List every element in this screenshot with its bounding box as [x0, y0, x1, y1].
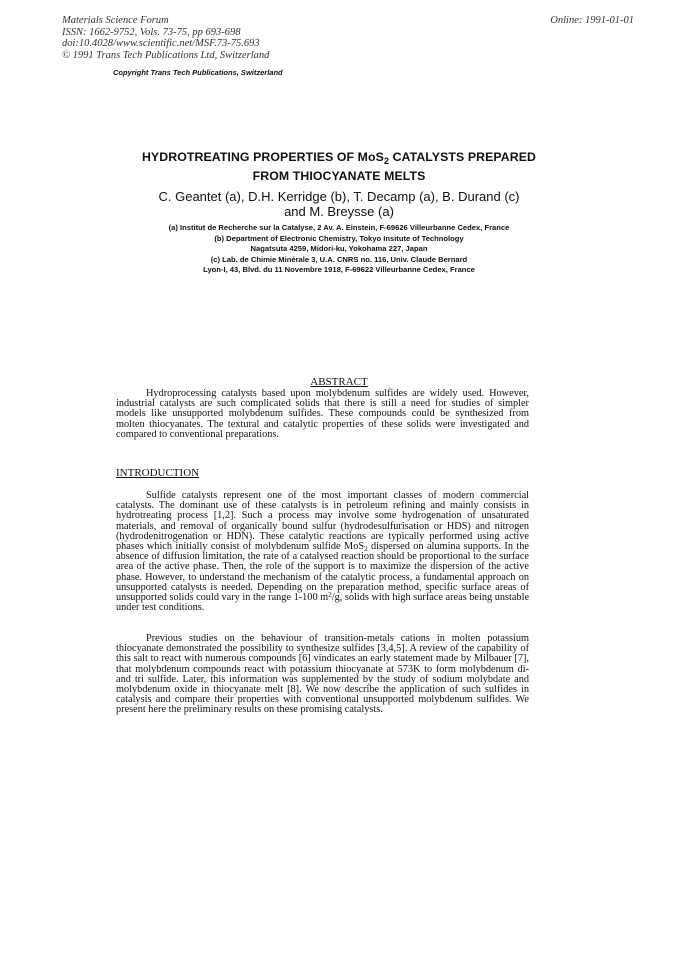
affiliation-line: (c) Lab. de Chimie Minérale 3, U.A. CNRS no. 116, Univ. Claude Bernard: [210, 254, 468, 264]
introduction-heading: INTRODUCTION: [116, 467, 200, 479]
intro-p1-part-b: dispersed on alumina supports. In the absence of diffusion limitation, the rate of a catalysed reaction should be proportional to the surface area of the active phase. Then, the role of the support is to maximize the dispersion of the active phase. However, to understand the mechanism of the catalytic process, a fundamental approach on unsupported catalysts is needed. Depending on the preparation method, specific surface areas of unsupported solids could vary in the range 1-100 m: [116, 541, 529, 604]
affiliation-line: (a) Institut de Recherche sur la Catalyse, 2 Av. A. Einstein, F-69626 Villeurbanne Cedex, France: [168, 223, 510, 232]
authors-line-2: and M. Breysse (a): [284, 204, 394, 219]
title-part-a: HYDROTREATING PROPERTIES OF MoS: [141, 150, 384, 164]
intro-p1-part-c: /g, solids with high surface areas being unstable under test conditions.: [116, 592, 530, 614]
abstract-text: Hydroprocessing catalysts based upon molybdenum sulfides are widely used. However, industrial catalysts are such complicated solids that there is still a need for studies of simpler models like unsupported molybdenum sulfides. These compounds could be synthesized from molten thiocyanates. The textural and catalytic properties of these solids were investigated and compared to conventional preparations.: [116, 388, 529, 440]
intro-p2-text: Previous studies on the behaviour of transition-metals cations in molten potassium thiocyanate demonstrated the possibility to synthesize sulfides [3,4,5]. A review of the capability of this salt to react with numerous compounds [6] vindicates an early statement made by Milbauer [7], that molybdenum compounds react with potassium thiocyanate at 573K to form molybdenum di-and tri sulfide. Later, this information was supplemented by the study of sodium molybdate and molybdenum oxide in thiocyanate melt [8]. We now describe the application of such sulfides in catalysis and compare their properties with conventional unsupported molybdenum sulfides. We present here the preliminary results on these promising catalysts.: [116, 633, 529, 716]
copyright-line: © 1991 Trans Tech Publications Ltd, Switzerland: [62, 49, 270, 61]
citation-block: [62, 15, 269, 61]
authors-line-1: C. Geantet (a), D.H. Kerridge (b), T. Decamp (a), B. Durand (c): [158, 189, 520, 204]
intro-paragraph-2: [116, 634, 529, 716]
intro-p1-superscript: 2: [328, 591, 332, 600]
intro-p1-part-a: Sulfide catalysts represent one of the most important classes of modern commercial catalysts. The dominant use of these catalysts is in petroleum refining and mainly consists in hydrotreating process [1,2]. Such a process may involve some hydrogenation of unsaturated materials, and removal of organically bound sulfur (hydrodesulfurisation or HDS) and nitrogen (hydrodenitrogenation or HDN). These catalytic reactions are typically performed using active phases which initially consist of molybdenum sulfide MoS: [116, 490, 529, 553]
copyright-stamp: Copyright Trans Tech Publications, Switzerland: [113, 68, 283, 77]
affiliation-line: Lyon-I, 43, Blvd. du 11 Novembre 1918, F-69622 Villeurbanne Cedex, France: [203, 265, 475, 275]
intro-paragraph-1: [116, 491, 529, 613]
abstract-paragraph: [116, 389, 529, 440]
intro-p1-subscript: 2: [364, 545, 368, 554]
doi-line: doi:10.4028/www.scientific.net/MSF.73-75.693: [62, 38, 260, 49]
affiliation-line: Nagatsuta 4259, Midori-ku, Yokohama 227, Japan: [250, 244, 428, 254]
author-list: [100, 189, 578, 219]
affiliation-line: (b) Department of Electronic Chemistry, Tokyo Insitute of Technology: [214, 233, 464, 243]
abstract-heading: ABSTRACT: [310, 376, 368, 388]
affiliations: [100, 223, 578, 276]
journal-name: Materials Science Forum: [62, 15, 169, 26]
paper-title: [100, 150, 578, 184]
title-line-1: [100, 150, 578, 169]
issn-line: ISSN: 1662-9752, Vols. 73-75, pp 693-698: [62, 26, 241, 38]
title-subscript: 2: [383, 156, 390, 166]
title-part-b: CATALYSTS PREPARED: [389, 150, 537, 164]
online-date: Online: 1991-01-01: [550, 15, 634, 26]
title-line-2: FROM THIOCYANATE MELTS: [252, 169, 426, 183]
